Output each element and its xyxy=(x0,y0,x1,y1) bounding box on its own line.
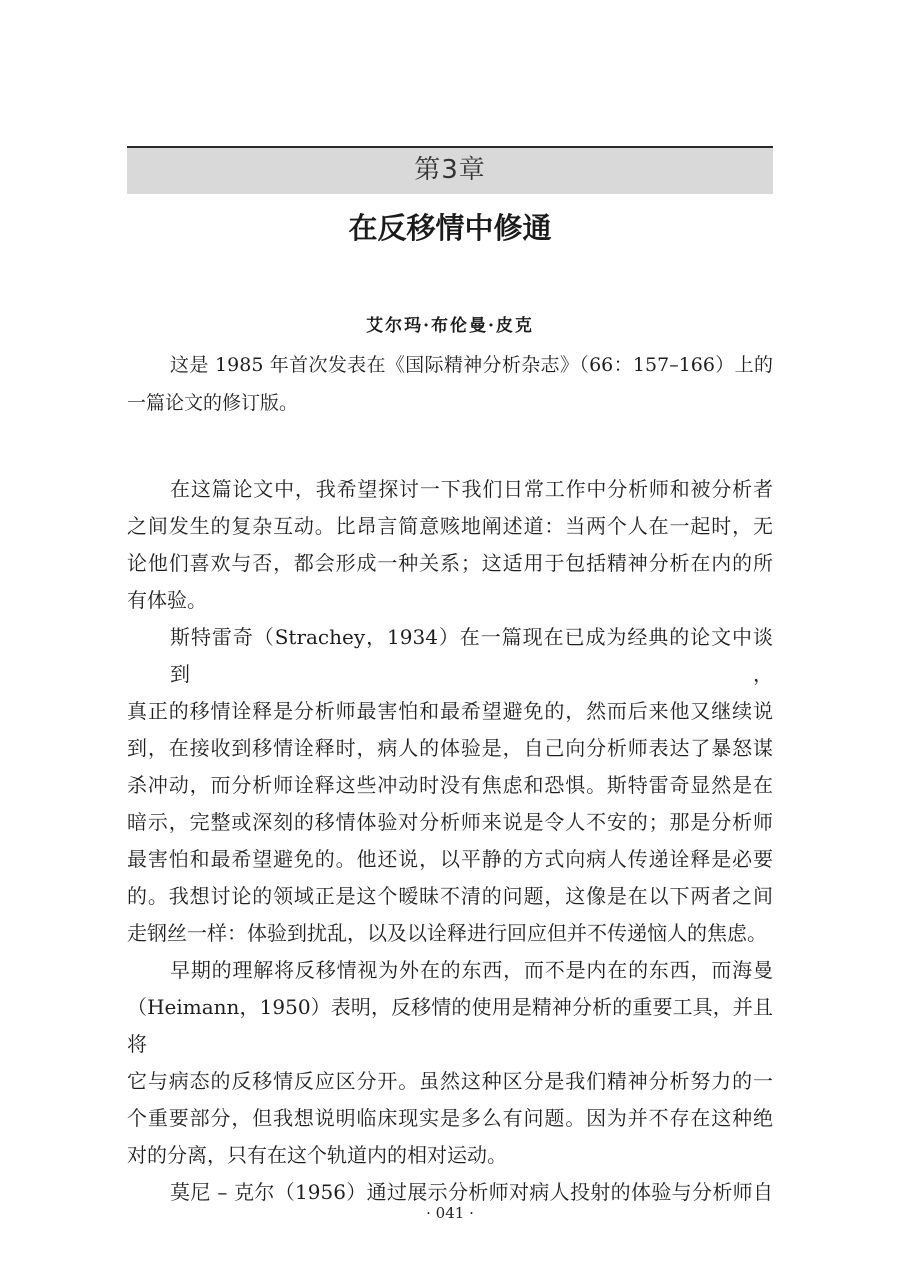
paragraph-line: 莫尼 – 克尔（1956）通过展示分析师对病人投射的体验与分析师自 xyxy=(170,1180,773,1204)
paragraph-line: 之间发生的复杂互动。比昂言简意赅地阐述道：当两个人在一起时，无 xyxy=(127,514,773,538)
paragraph-line: （Heimann，1950）表明，反移情的使用是精神分析的重要工具，并且将 xyxy=(127,995,773,1056)
note-line: 一篇论文的修订版。 xyxy=(127,392,299,414)
page-number: · 041 · xyxy=(426,1204,474,1222)
publication-note xyxy=(127,346,773,422)
paragraph-line: 有体验。 xyxy=(127,588,207,612)
paragraph-line: 到，在接收到移情诠释时，病人的体验是，自己向分析师表达了暴怒谋 xyxy=(127,736,773,760)
chapter-author: 艾尔玛·布伦曼·皮克 xyxy=(366,316,534,336)
paragraph-line: 个重要部分，但我想说明临床现实是多么有问题。因为并不存在这种绝 xyxy=(127,1106,773,1130)
paragraph-line: 走钢丝一样：体验到扰乱，以及以诠释进行回应但并不传递恼人的焦虑。 xyxy=(127,921,767,945)
paragraph-line: 斯特雷奇（Strachey，1934）在一篇现在已成为经典的论文中谈到， xyxy=(170,625,773,686)
chapter-number: 第3章 xyxy=(414,155,486,185)
paragraph-line: 杀冲动，而分析师诠释这些冲动时没有焦虑和恐惧。斯特雷奇显然是在 xyxy=(127,773,773,797)
paragraph-line: 真正的移情诠释是分析师最害怕和最希望避免的，然而后来他又继续说 xyxy=(127,699,773,723)
paragraph xyxy=(127,952,773,1174)
chapter-title: 在反移情中修通 xyxy=(348,211,552,245)
paragraph-line: 暗示，完整或深刻的移情体验对分析师来说是令人不安的；那是分析师 xyxy=(127,810,773,834)
note-line: 这是 1985 年首次发表在《国际精神分析杂志》（66：157–166）上的 xyxy=(170,354,773,376)
chapter-header-bar xyxy=(127,146,773,194)
paragraph-line: 最害怕和最希望避免的。他还说，以平静的方式向病人传递诠释是必要 xyxy=(127,847,773,871)
paragraph-line: 的。我想讨论的领域正是这个暧昧不清的问题，这像是在以下两者之间 xyxy=(127,884,773,908)
paragraph-line: 在这篇论文中，我希望探讨一下我们日常工作中分析师和被分析者 xyxy=(170,477,773,501)
paragraph-line: 早期的理解将反移情视为外在的东西，而不是内在的东西，而海曼 xyxy=(170,958,773,982)
paragraph-line: 它与病态的反移情反应区分开。虽然这种区分是我们精神分析努力的一 xyxy=(127,1069,773,1093)
paragraph xyxy=(127,471,773,619)
paragraph-line: 对的分离，只有在这个轨道内的相对运动。 xyxy=(127,1143,507,1167)
paragraph xyxy=(127,619,773,952)
body-text xyxy=(127,471,773,1211)
paragraph-line: 论他们喜欢与否，都会形成一种关系；这适用于包括精神分析在内的所 xyxy=(127,551,773,575)
